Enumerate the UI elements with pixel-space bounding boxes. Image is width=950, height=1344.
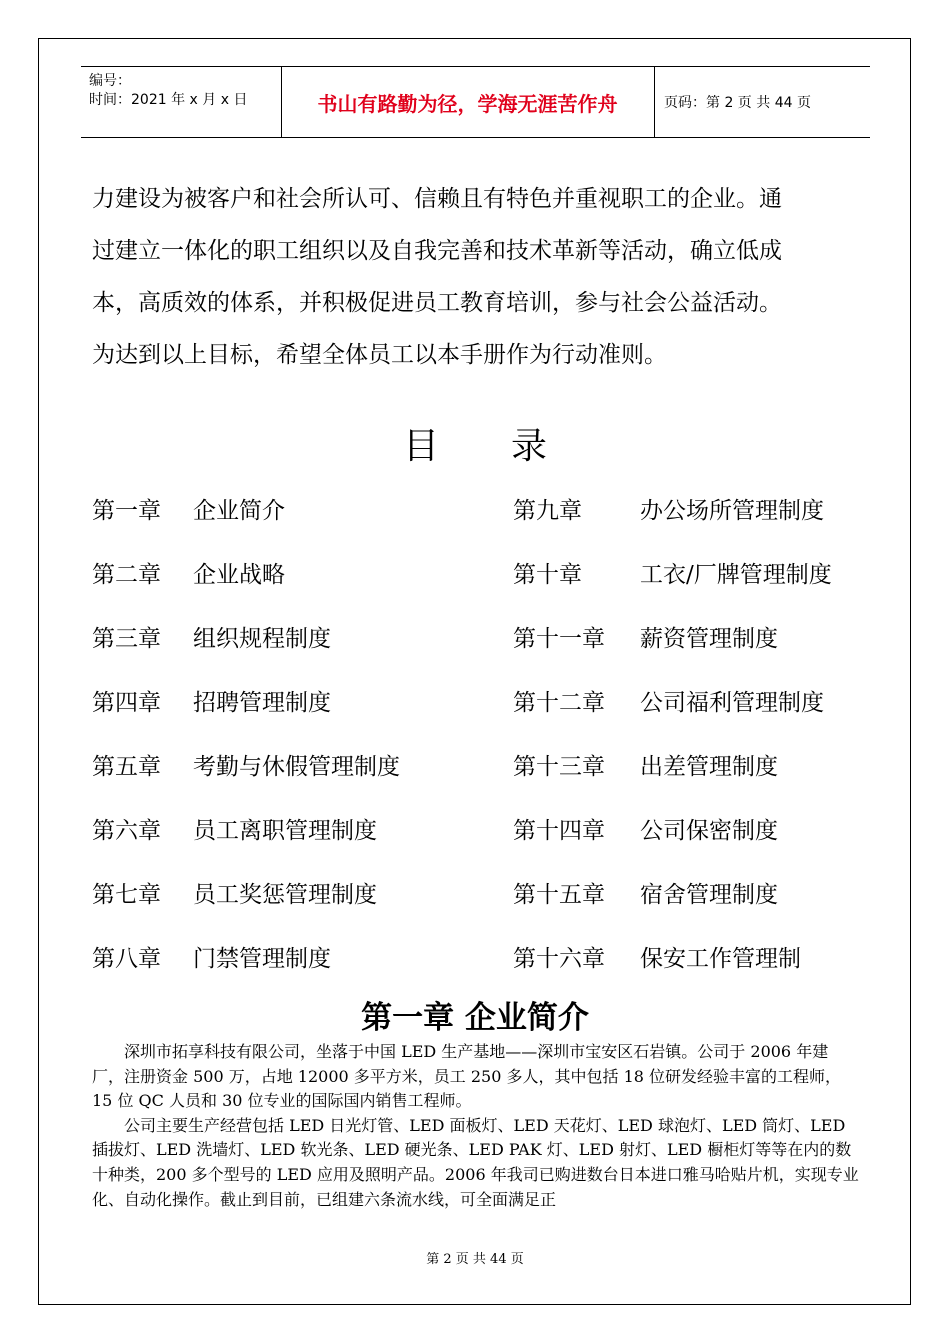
toc-chapter: 第十章 <box>513 562 582 588</box>
toc-chapter: 第十五章 <box>513 882 605 908</box>
number-label: 编号： <box>89 73 131 89</box>
toc-entry[interactable] <box>513 876 778 909</box>
toc-entry[interactable] <box>92 812 377 845</box>
header-motto: 书山有路勤为径，学海无涯苦作舟 <box>317 91 618 116</box>
toc-chapter-name: 保安工作管理制 <box>640 946 801 972</box>
toc-chapter-name: 组织规程制度 <box>193 626 331 652</box>
toc-entry[interactable] <box>92 748 400 781</box>
chapter-title: 第一章 企业简介 <box>361 1000 589 1036</box>
toc-chapter-name: 员工离职管理制度 <box>193 818 377 844</box>
toc-chapter-name: 招聘管理制度 <box>193 690 331 716</box>
intro-line: 为达到以上目标，希望全体员工以本手册作为行动准则。 <box>92 342 667 368</box>
toc-entry[interactable] <box>92 684 331 717</box>
toc-chapter: 第七章 <box>92 882 161 908</box>
toc-chapter-name: 公司福利管理制度 <box>640 690 824 716</box>
toc-chapter: 第十三章 <box>513 754 605 780</box>
toc-chapter: 第十四章 <box>513 818 605 844</box>
toc-chapter: 第六章 <box>92 818 161 844</box>
toc-chapter-name: 企业战略 <box>193 562 285 588</box>
toc-entry[interactable] <box>92 620 331 653</box>
toc-entry[interactable] <box>92 556 285 589</box>
toc-chapter-name: 员工奖惩管理制度 <box>193 882 377 908</box>
toc-entry[interactable] <box>513 748 778 781</box>
header-meta <box>89 72 247 110</box>
page-footer: 第 2 页 共 44 页 <box>426 1252 524 1267</box>
toc-chapter-name: 公司保密制度 <box>640 818 778 844</box>
toc-chapter: 第五章 <box>92 754 161 780</box>
intro-line: 力建设为被客户和社会所认可、信赖且有特色并重视职工的企业。通 <box>92 186 782 212</box>
toc-chapter-name: 门禁管理制度 <box>193 946 331 972</box>
header-divider-right <box>654 67 655 137</box>
toc-entry[interactable] <box>92 492 285 525</box>
body-paragraph: 深圳市拓享科技有限公司，坐落于中国 LED 生产基地——深圳市宝安区石岩镇。公司于 2006 年建厂，注册资金 500 万，占地 12000 多平方米，员工 250 多人，其中包括 18 位研发经验丰富的工程师，15 位 QC 人员和 30 位专业的国际国内销售工程师。 <box>92 1042 842 1111</box>
time-label: 时间：2021 年 x 月 x 日 <box>89 92 248 108</box>
toc-chapter: 第四章 <box>92 690 161 716</box>
body-paragraph: 公司主要生产经营包括 LED 日光灯管、LED 面板灯、LED 天花灯、LED 球泡灯、LED 筒灯、LED 插拔灯、LED 洗墙灯、LED 软光条、LED 硬光条、LED PAK 灯、LED 射灯、LED 橱柜灯等等在内的数十种类，200 多个型号的 LED 应用及照明产品。2006 年我司已购进数台日本进口雅马哈贴片机，实现专业化、自动化操作。截止到目前，已组建六条流水线，可全面满足正 <box>92 1115 859 1209</box>
toc-entry[interactable] <box>513 492 824 525</box>
toc-entry[interactable] <box>92 876 377 909</box>
header-page-info: 页码：第 2 页 共 44 页 <box>664 95 811 111</box>
toc-entry[interactable] <box>92 940 331 973</box>
toc-entry[interactable] <box>513 684 824 717</box>
toc-chapter: 第十二章 <box>513 690 605 716</box>
toc-chapter: 第十一章 <box>513 626 605 652</box>
toc-chapter-name: 出差管理制度 <box>640 754 778 780</box>
toc-chapter: 第九章 <box>513 498 582 524</box>
page-header <box>81 66 870 138</box>
toc-entry[interactable] <box>513 940 801 973</box>
toc-chapter: 第八章 <box>92 946 161 972</box>
intro-line: 本，高质效的体系，并积极促进员工教育培训，参与社会公益活动。 <box>92 290 782 316</box>
toc-title: 目录 <box>402 426 619 467</box>
toc-chapter: 第十六章 <box>513 946 605 972</box>
toc-entry[interactable] <box>513 556 832 589</box>
toc-chapter-name: 办公场所管理制度 <box>640 498 824 524</box>
toc-chapter: 第二章 <box>92 562 161 588</box>
toc-chapter: 第一章 <box>92 498 161 524</box>
toc-entry[interactable] <box>513 620 778 653</box>
toc-chapter-name: 考勤与休假管理制度 <box>193 754 400 780</box>
toc-chapter: 第三章 <box>92 626 161 652</box>
toc-chapter-name: 宿舍管理制度 <box>640 882 778 908</box>
intro-paragraph <box>92 173 872 381</box>
toc-chapter-name: 企业简介 <box>193 498 285 524</box>
toc-entry[interactable] <box>513 812 778 845</box>
toc-chapter-name: 工衣/厂牌管理制度 <box>640 562 832 588</box>
intro-line: 过建立一体化的职工组织以及自我完善和技术革新等活动，确立低成 <box>92 238 782 264</box>
toc-chapter-name: 薪资管理制度 <box>640 626 778 652</box>
chapter-body <box>92 1040 860 1212</box>
